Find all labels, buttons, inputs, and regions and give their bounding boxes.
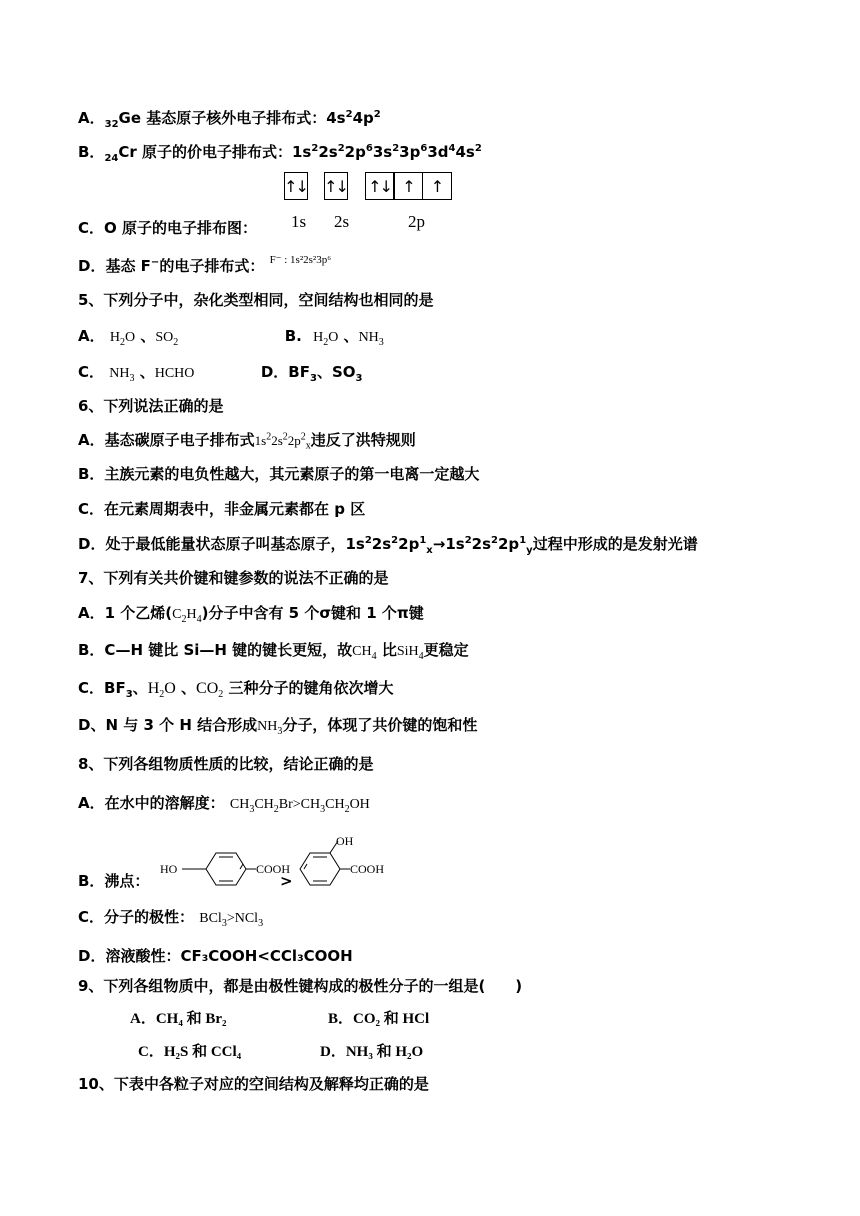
q8-option-a: A．在水中的溶解度： $CH_3CH_2Br>CH_3CH_2OH$ <box>78 794 370 815</box>
question-6: 6、下列说法正确的是 <box>78 397 224 415</box>
para-hydroxybenzoic-acid-structure <box>182 853 256 885</box>
q5-options-cd: C． $NH_3$ 、HCHO D．$BF_3$、$SO_3$ <box>78 363 363 384</box>
question-5: 5、下列分子中，杂化类型相同，空间结构也相同的是 <box>78 291 434 309</box>
q7-option-b: B．C—H 键比 Si—H 键的键长更短，故$CH_4$ 比SiH$_4$更稳定 <box>78 641 469 662</box>
label-2s: 2s <box>334 212 350 231</box>
q6-option-b: B．主族元素的电负性越大，其元素原子的第一电离一定越大 <box>78 465 480 483</box>
option-d-f: D．基态 F−的电子排布式： $^{F^- : 1s^22s^23p^6}$ <box>78 254 332 275</box>
q9-option-b: B．CO₂ 和 HCl <box>328 1011 430 1027</box>
question-7: 7、下列有关共价键和键参数的说法不正确的是 <box>78 569 389 587</box>
q8-option-b: B．沸点： <box>78 872 150 890</box>
question-10: 10、下表中各粒子对应的空间结构及解释均正确的是 <box>78 1075 429 1093</box>
option-a-ge: A．$_{32}$Ge 基态原子核外电子排布式：$4s^24p^2$ <box>78 109 381 130</box>
greater-than-sign: > <box>280 872 293 890</box>
cooh-label-1: COOH <box>256 862 291 876</box>
option-c-o: C．O 原子的电子排布图： <box>78 219 257 237</box>
q9-option-d: D．NH₃ 和 H₂O <box>320 1044 424 1060</box>
q7-option-c: C．$BF_3$、$H_2O$ 、$CO_2$ 三种分子的键角依次增大 <box>78 679 394 701</box>
label-1s: 1s <box>291 212 307 231</box>
question-8: 8、下列各组物质性质的比较，结论正确的是 <box>78 755 374 773</box>
q7-option-a: A．1 个乙烯$(C_2H_4)$分子中含有 5 个σ键和 1 个π键 <box>78 604 424 625</box>
q7-option-d: D、N 与 3 个 H 结合形成$NH_3$分子，体现了共价键的饱和性 <box>78 716 478 737</box>
oh-label: OH <box>336 835 354 848</box>
q5-options-ab: A． $H_2O$ 、$SO_2$ B. $H_2O$ 、$NH_3$ <box>78 327 384 348</box>
label-2p: 2p <box>408 212 425 231</box>
q8-option-d: D．溶液酸性：CF₃COOH<CCl₃COOH <box>78 947 353 965</box>
q8-option-c: C．分子的极性： BCl$_3$>NCl$_3$ <box>78 908 264 929</box>
q9-option-a: A．CH₄ 和 Br₂ <box>130 1011 227 1027</box>
q6-option-a: A．基态碳原子电子排布式$1s^22s^22p^2_x$违反了洪特规则 <box>78 431 416 452</box>
cooh-label-2: COOH <box>350 862 385 876</box>
question-9: 9、下列各组物质中，都是由极性键构成的极性分子的一组是( ) <box>78 977 523 995</box>
q9-option-c: C．H₂S 和 CCl₄ <box>138 1044 242 1060</box>
q6-option-d: D．处于最低能量状态原子叫基态原子，$1s^22s^22p^1_x\to 1s^22s^22p^1_y$过程中形成的是发射光谱 <box>78 535 698 556</box>
option-b-cr: B．$_{24}$Cr 原子的价电子排布式：$1s^22s^22p^63s^23p^63d^44s^2$ <box>78 143 482 164</box>
orbital-2p: ↑↓ ↑ ↑ <box>366 172 452 202</box>
orbital-2s: ↑↓ <box>325 172 348 202</box>
orbital-1s: ↑↓ <box>285 172 308 202</box>
q6-option-c: C．在元素周期表中，非金属元素都在 p 区 <box>78 500 366 518</box>
ho-label: HO <box>160 862 178 876</box>
